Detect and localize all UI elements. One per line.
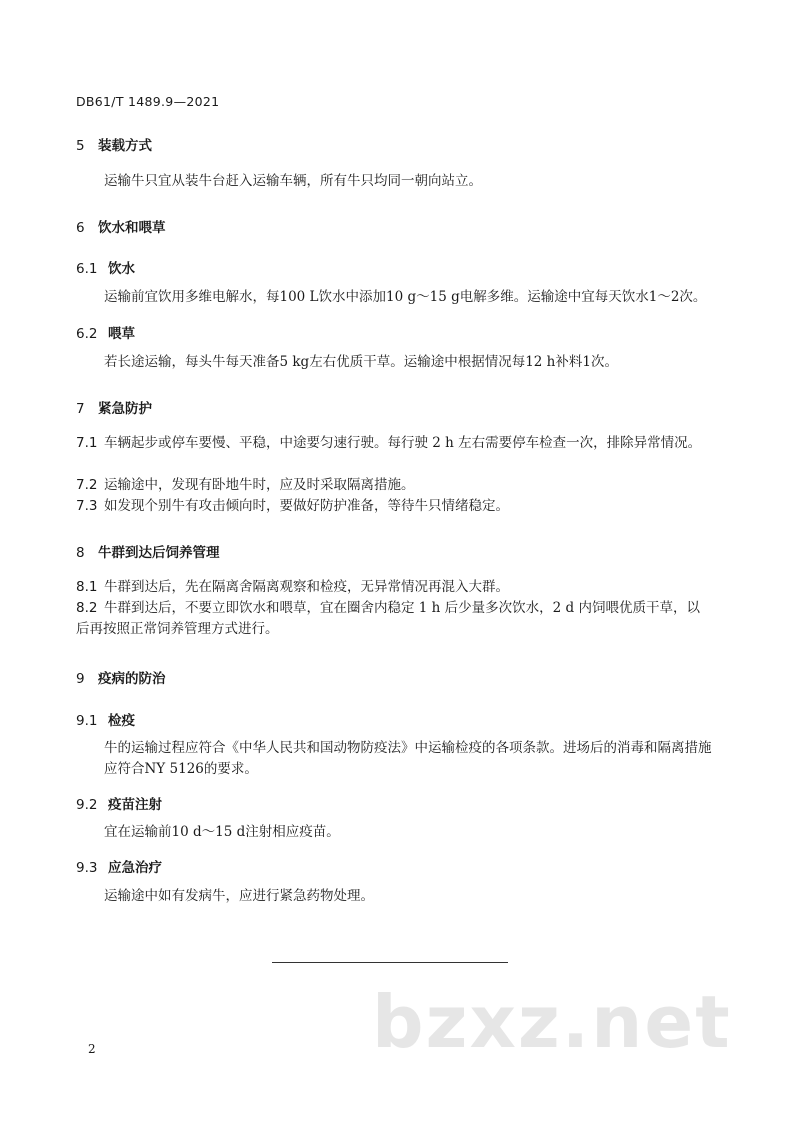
section-9-1-paragraph: 牛的运输过程应符合《中华人民共和国动物防疫法》中运输检疫的各项条款。进场后的消毒和隔离措施应符合NY 5126的要求。 <box>104 740 712 777</box>
section-9-1-heading <box>76 709 135 729</box>
clause-7-3 <box>76 496 712 517</box>
clause-number: 8.2 <box>76 600 98 616</box>
section-9-2-paragraph: 宜在运输前10 d～15 d注射相应疫苗。 <box>104 824 340 840</box>
section-6-heading <box>76 216 166 236</box>
clause-text: 牛群到达后，不要立即饮水和喂草，宜在圈舍内稳定 1 h 后少量多次饮水，2 d 内饲喂优质干草，以后再按照正常饲养管理方式进行。 <box>76 600 700 637</box>
section-title: 牛群到达后饲养管理 <box>98 545 220 561</box>
end-of-text-line <box>272 962 508 963</box>
clause-7-2 <box>76 475 712 496</box>
section-title: 疫苗注射 <box>108 797 162 813</box>
watermark: bzxz.net <box>372 980 732 1064</box>
clause-8-2 <box>76 598 712 640</box>
section-7-heading <box>76 397 152 417</box>
section-6-2-paragraph: 若长途运输，每头牛每天准备5 kg左右优质干草。运输途中根据情况每12 h补料1次。 <box>104 354 618 370</box>
section-6-2-heading <box>76 322 135 342</box>
clause-number: 7.1 <box>76 435 98 451</box>
section-number: 9.3 <box>76 860 98 876</box>
section-number: 9.2 <box>76 797 98 813</box>
clause-text: 车辆起步或停车要慢、平稳，中途要匀速行驶。每行驶 2 h 左右需要停车检查一次，排除异常情况。 <box>104 435 702 451</box>
section-number: 8 <box>76 545 85 561</box>
section-9-2-heading <box>76 793 162 813</box>
section-5-heading <box>76 134 152 154</box>
section-number: 5 <box>76 138 85 154</box>
section-title: 喂草 <box>108 326 135 342</box>
section-title: 饮水 <box>108 261 135 277</box>
section-number: 6.2 <box>76 326 98 342</box>
page-number: 2 <box>88 1042 96 1056</box>
section-number: 6 <box>76 220 85 236</box>
section-9-3-heading <box>76 856 162 876</box>
section-6-1-heading <box>76 257 135 277</box>
section-title: 紧急防护 <box>98 401 152 417</box>
section-number: 9.1 <box>76 713 98 729</box>
clause-7-1 <box>76 433 712 454</box>
section-number: 6.1 <box>76 261 98 277</box>
section-9-3-paragraph: 运输途中如有发病牛，应进行紧急药物处理。 <box>104 888 374 904</box>
clause-text: 如发现个别牛有攻击倾向时，要做好防护准备，等待牛只情绪稳定。 <box>104 498 509 514</box>
section-title: 装载方式 <box>98 138 152 154</box>
section-number: 7 <box>76 401 85 417</box>
section-9-heading <box>76 667 166 687</box>
clause-number: 7.2 <box>76 477 98 493</box>
standard-code: DB61/T 1489.9—2021 <box>76 94 220 109</box>
clause-text: 运输途中，发现有卧地牛时，应及时采取隔离措施。 <box>104 477 415 493</box>
section-6-1-paragraph: 运输前宜饮用多维电解水，每100 L饮水中添加10 g～15 g电解多维。运输途中宜每天饮水1～2次。 <box>104 289 707 305</box>
clause-8-1 <box>76 577 712 598</box>
section-8-heading <box>76 541 220 561</box>
section-title: 检疫 <box>108 713 135 729</box>
clause-text: 牛群到达后，先在隔离舍隔离观察和检疫，无异常情况再混入大群。 <box>104 579 509 595</box>
clause-number: 8.1 <box>76 579 98 595</box>
clause-number: 7.3 <box>76 498 98 514</box>
section-title: 饮水和喂草 <box>98 220 166 236</box>
section-title: 应急治疗 <box>108 860 162 876</box>
section-number: 9 <box>76 671 85 687</box>
section-title: 疫病的防治 <box>98 671 166 687</box>
section-5-paragraph: 运输牛只宜从装牛台赶入运输车辆，所有牛只均同一朝向站立。 <box>104 173 482 189</box>
